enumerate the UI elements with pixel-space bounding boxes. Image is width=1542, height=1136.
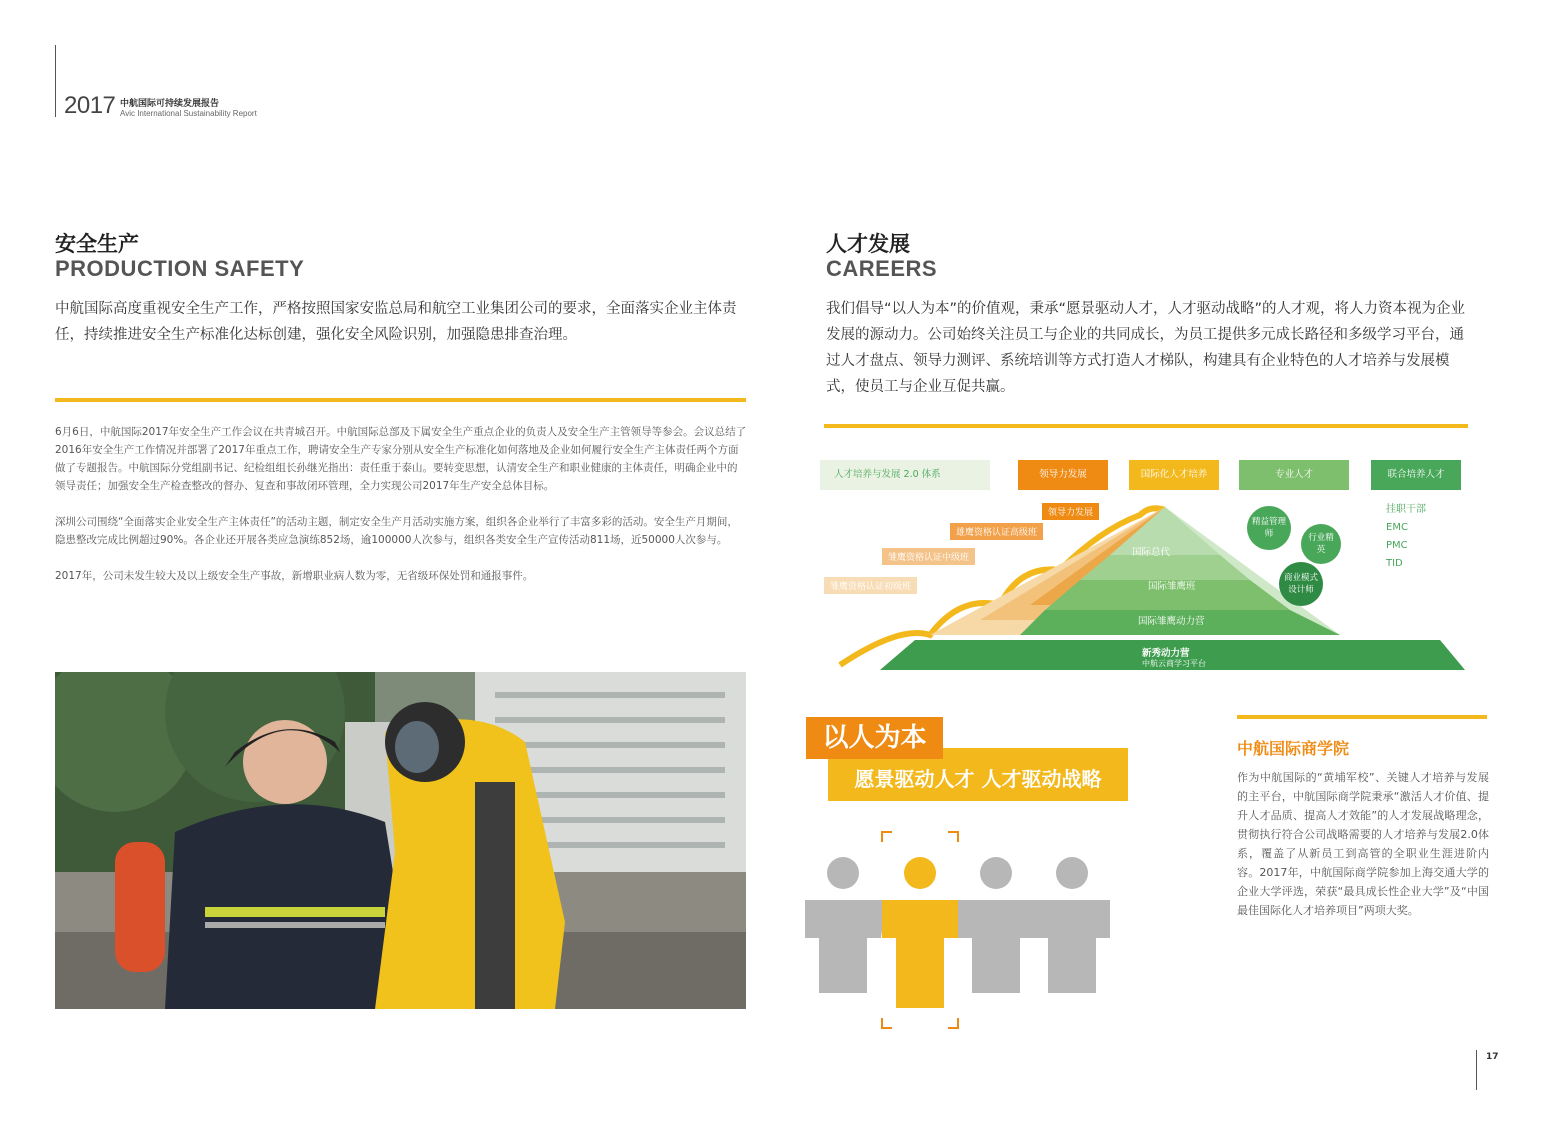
safety-title-en: PRODUCTION SAFETY	[55, 256, 305, 281]
diagram-system-label: 人才培养与发展 2.0 体系	[820, 460, 990, 490]
diagram-international-header: 国际化人才培养	[1129, 460, 1219, 490]
joint-items-list	[1386, 501, 1426, 573]
page-number: 17	[1486, 1052, 1499, 1062]
careers-lead: 我们倡导“以人为本”的价值观，秉承“愿景驱动人才，人才驱动战略”的人才观，将人力资本视为企业发展的源动力。公司始终关注员工与企业的共同成长，为员工提供多元成长路径和多级学习平台，通过人才盘点、领导力测评、系统培训等方式打造人才梯队，构建具有企业特色的人才培养与发展模式，使员工与企业互促共赢。	[826, 301, 1466, 395]
report-title-en: Avic International Sustainability Report	[120, 109, 257, 118]
circle-label: 行业精英	[1308, 533, 1334, 555]
diagram-graphic	[820, 455, 1470, 675]
diagram-professional-header: 专业人才	[1239, 460, 1349, 490]
diagram-joint-header: 联合培养人才	[1371, 460, 1461, 490]
ladder-label: 领导力发展	[1042, 503, 1099, 520]
report-title-cn: 中航国际可持续发展报告	[120, 99, 220, 109]
safety-lead: 中航国际高度重视安全生产工作，严格按照国家安监总局和航空工业集团公司的要求，全面落实企业主体责任，持续推进安全生产标准化达标创建，强化安全风险识别，加强隐患排查治理。	[55, 301, 737, 343]
careers-title-cn: 人才发展	[826, 232, 910, 256]
joint-item: PMC	[1386, 540, 1408, 551]
ladder-label: 雄鹰资格认证高级班	[950, 523, 1043, 540]
safety-divider	[55, 398, 746, 402]
safety-paragraph: 6月6日，中航国际2017年安全生产工作会议在共青城召开。中航国际总部及下属安全生产重点企业的负责人及安全生产主管领导等参会。会议总结了2016年安全生产工作情况并部署了2017年重点工作，聘请安全生产专家分别从安全生产标准化如何落地及企业如何履行安全生产主体责任两个方面做了专题报告。中航国际分党组副书记、纪检组组长孙继光指出：责任重于泰山。要转变思想，认清安全生产和职业健康的主体责任，明确企业中的领导责任；加强安全生产检查整改的督办、复查和事故闭环管理，全力实现公司2017年生产安全总体目标。	[55, 426, 747, 492]
safety-body	[55, 423, 747, 603]
safety-paragraph: 深圳公司围绕“全面落实企业安全生产主体责任”的活动主题，制定安全生产月活动实施方案，组织各企业举行了丰富多彩的活动。安全生产月期间，隐患整改完成比例超过90%。各企业还开展各类应急演练852场，逾100000人次参与，组织各类安全生产宣传活动811场，近50000人次参与。	[55, 516, 738, 546]
safety-paragraph: 2017年，公司未发生较大及以上级安全生产事故，新增职业病人数为零，无省级环保处罚和通报事件。	[55, 570, 534, 582]
talent-development-diagram	[820, 455, 1470, 675]
safety-drill-photo	[55, 672, 746, 1009]
slogan-banner-primary: 以人为本	[806, 717, 943, 759]
ladder-label: 雏鹰资格认证初级班	[824, 577, 917, 594]
page-number-divider	[1476, 1050, 1477, 1090]
business-school-title: 中航国际商学院	[1237, 739, 1350, 758]
diagram-leadership-header: 领导力发展	[1018, 460, 1108, 490]
ladder-label: 雏鹰资格认证中级班	[882, 548, 975, 565]
pyramid-label: 国际雏鹰班	[1148, 581, 1196, 592]
business-school-body: 作为中航国际的“黄埔军校”、关键人才培养与发展的主平台，中航国际商学院秉承“激活人才价值、提升人才品质、提高人才效能”的人才发展战略理念，贯彻执行符合公司战略需要的人才培养与发展2.0体系，覆盖了从新员工到高管的全职业生涯进阶内容。2017年，中航国际商学院参加上海交通大学的企业大学评选，荣获“最具成长性企业大学”及“中国最佳国际化人才培养项目”两项大奖。	[1237, 771, 1489, 917]
careers-title-en: CAREERS	[826, 256, 938, 281]
joint-item: 挂职干部	[1386, 504, 1426, 515]
business-school-divider	[1237, 715, 1487, 719]
header-divider	[55, 45, 56, 117]
slogan-banner-secondary: 愿景驱动人才 人才驱动战略	[828, 748, 1128, 801]
joint-item: TID	[1386, 558, 1403, 569]
base-label: 新秀动力营	[1142, 648, 1190, 659]
circle-label: 精益管理师	[1251, 517, 1286, 539]
pyramid-label: 国际总代	[1132, 547, 1171, 558]
safety-title-cn: 安全生产	[55, 232, 139, 256]
people-icon	[800, 828, 1120, 1033]
careers-divider	[824, 424, 1468, 428]
joint-item: EMC	[1386, 522, 1408, 533]
circle-label: 商业模式设计师	[1283, 573, 1318, 595]
pyramid-label: 国际雏鹰动力营	[1138, 616, 1205, 627]
base-sublabel: 中航云商学习平台	[1142, 659, 1206, 668]
report-year: 2017	[64, 92, 116, 119]
